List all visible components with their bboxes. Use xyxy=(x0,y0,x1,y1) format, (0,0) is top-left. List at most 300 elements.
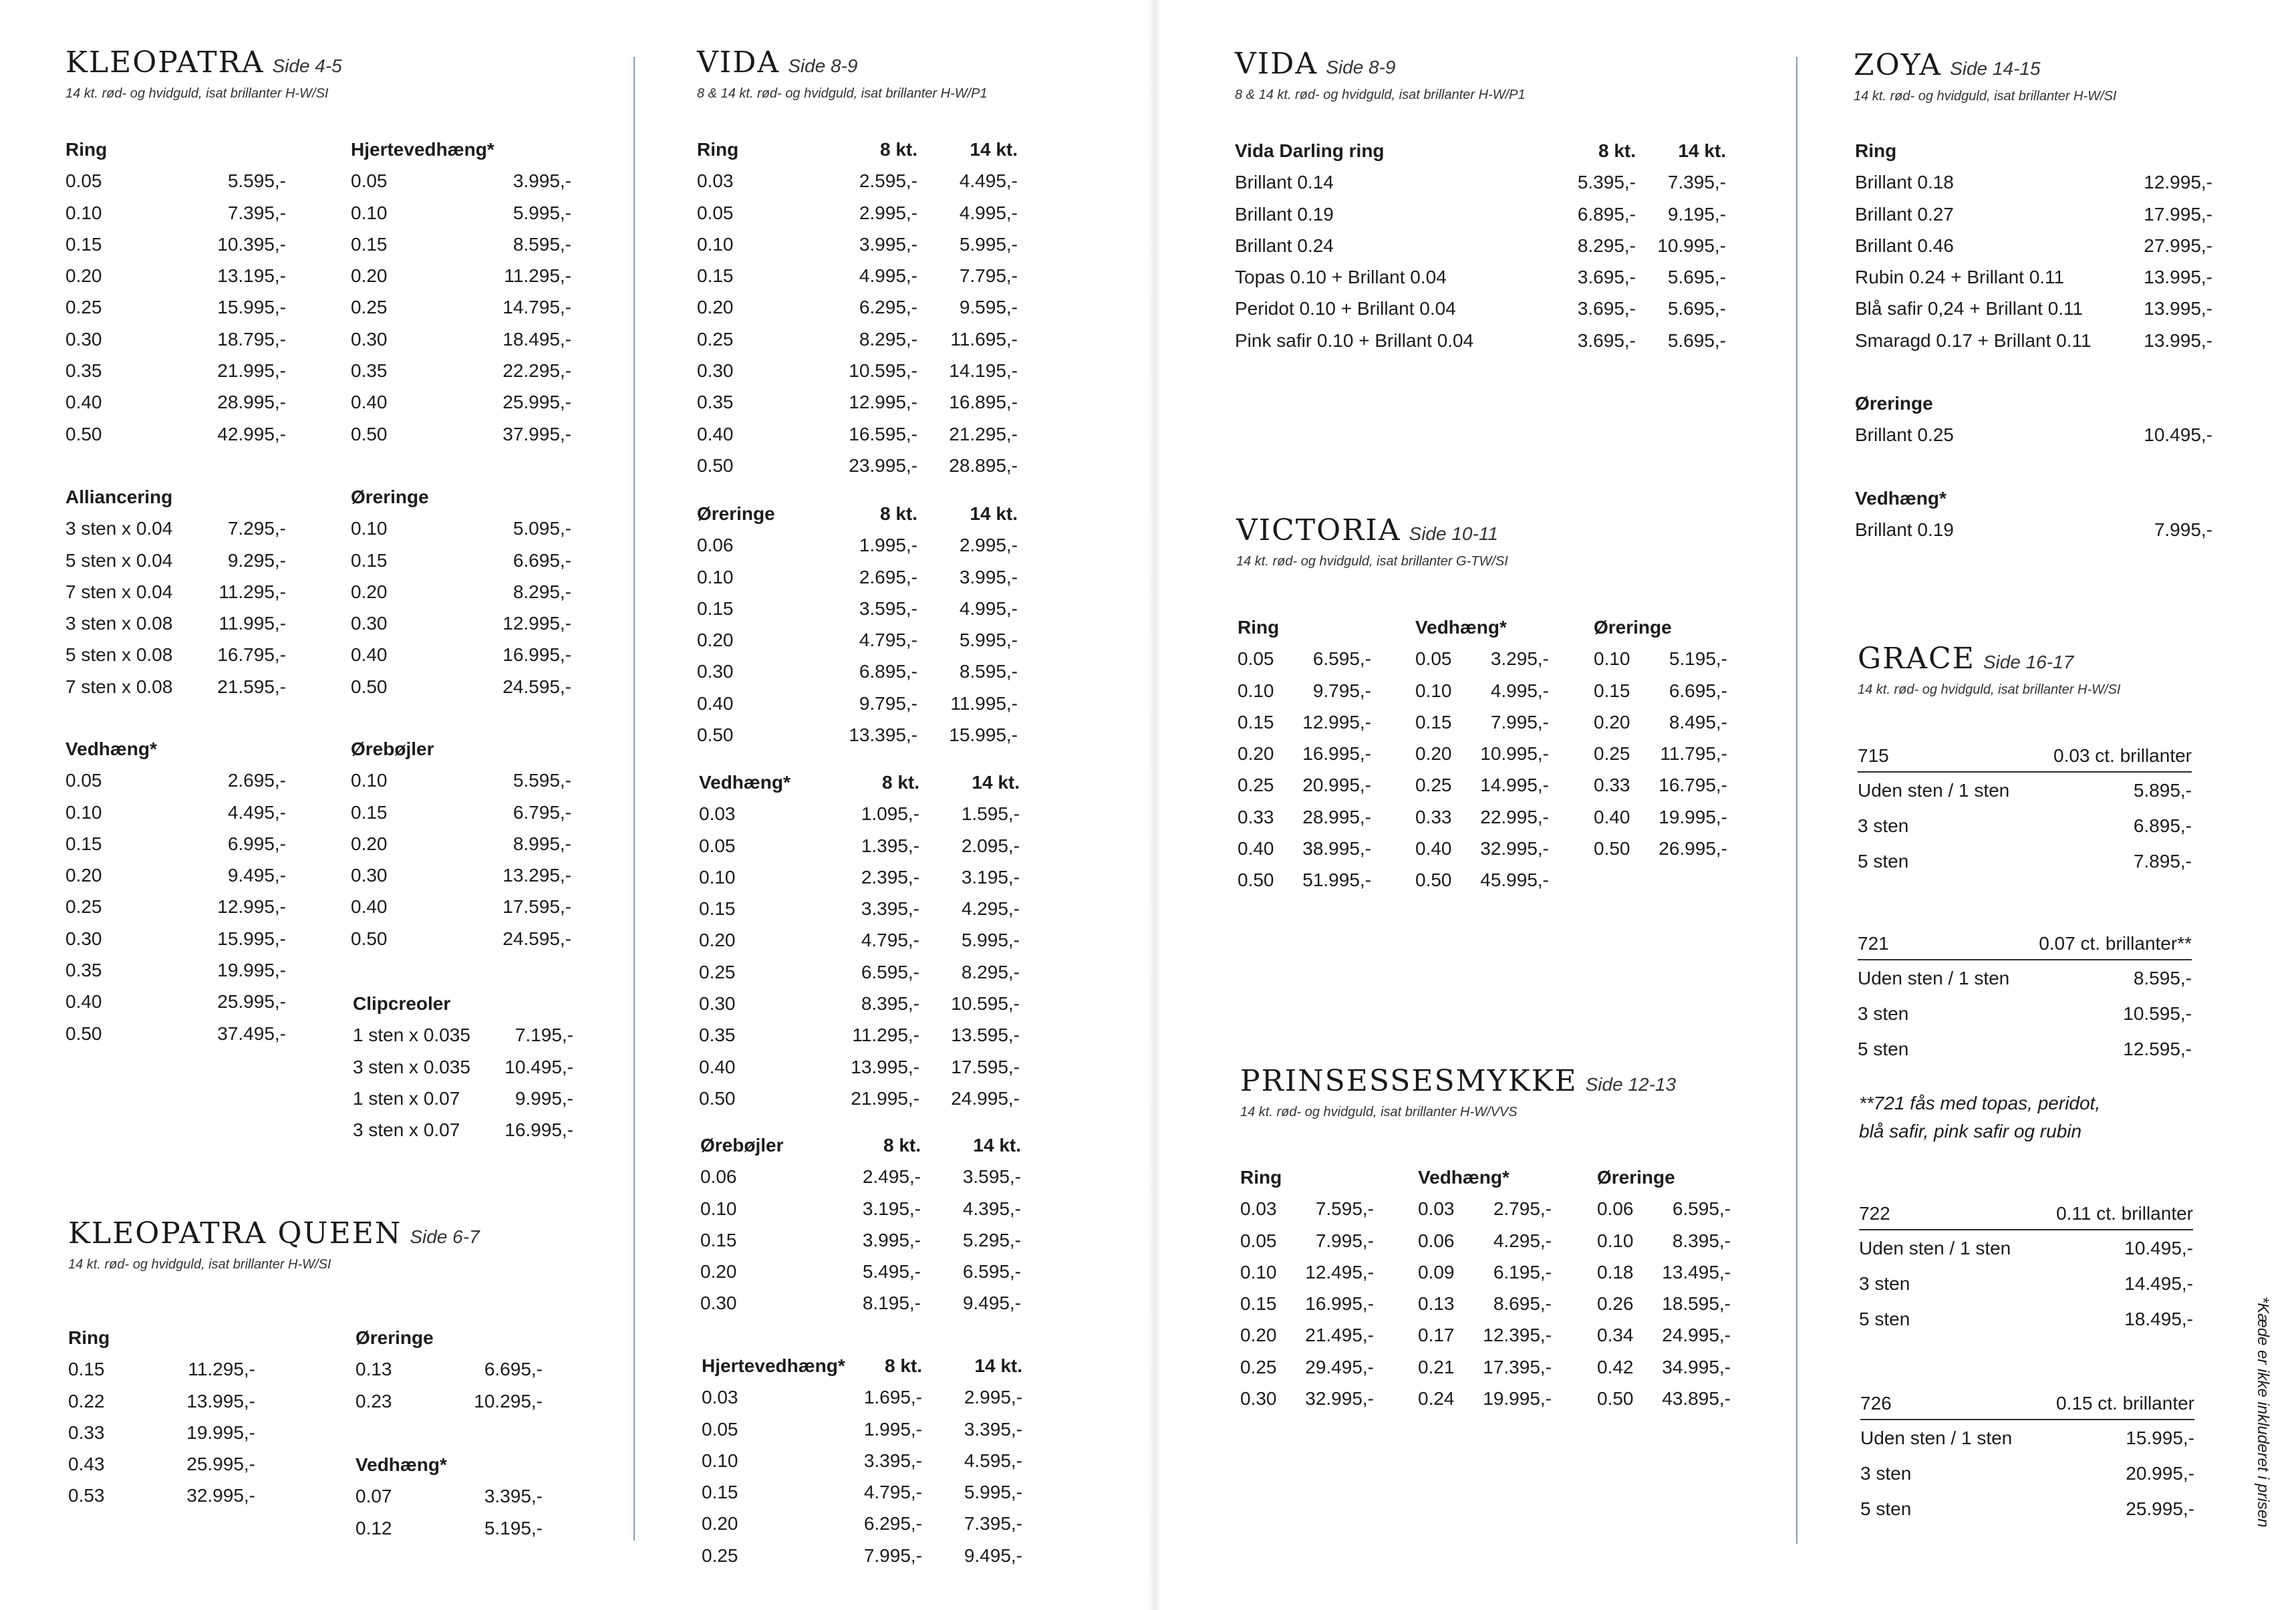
item-label: 0.40 xyxy=(1594,806,1630,827)
victoria-vedhaeng-table xyxy=(1415,612,1549,896)
item-label: 0.20 xyxy=(1415,743,1452,765)
column-label: Øreringe xyxy=(1597,1167,1675,1188)
price: 6.595,- xyxy=(962,1261,1021,1283)
item-label: Blå safir 0,24 + Brillant 0.11 xyxy=(1855,298,2084,319)
price: 10.495,- xyxy=(505,1056,573,1077)
table-row xyxy=(1860,1456,2194,1491)
table-row xyxy=(697,561,1024,593)
price: 11.795,- xyxy=(1660,743,1727,765)
price: 13.495,- xyxy=(1662,1261,1731,1283)
item-label: 0.05 xyxy=(1238,648,1274,670)
table-row xyxy=(1594,706,1727,738)
price: 5.295,- xyxy=(962,1229,1021,1250)
table-header xyxy=(351,134,571,165)
section-title: VIDA Side 8-9 xyxy=(1235,47,1396,81)
item-label: 3 sten xyxy=(1858,1003,1909,1025)
zoya-oreringe-table xyxy=(1855,388,2212,451)
column-label: Ring xyxy=(1238,617,1280,638)
item-label: 0.15 xyxy=(65,833,102,854)
section-subtitle: 14 kt. rød- og hvidguld, isat brillanter H-W/SI xyxy=(1858,682,2121,697)
column-label: Vedhæng* xyxy=(1855,488,1947,509)
table-header xyxy=(68,1322,255,1353)
item-label: 0.03 xyxy=(1418,1198,1455,1220)
table-row xyxy=(697,529,1024,561)
price: 3.695,- xyxy=(1577,267,1636,288)
price: 18.795,- xyxy=(217,328,286,350)
table-row xyxy=(353,1114,573,1146)
item-label: Peridot 0.10 + Brillant 0.04 xyxy=(1235,298,1456,319)
item-label: 0.50 xyxy=(1594,838,1630,859)
item-label: 0.05 xyxy=(697,202,734,223)
item-label: 0.22 xyxy=(68,1390,105,1412)
table-row xyxy=(65,513,286,544)
item-label: 3 sten x 0.08 xyxy=(65,613,173,634)
table-row xyxy=(351,165,571,196)
price: 6.595,- xyxy=(861,961,919,982)
price: 25.995,- xyxy=(217,991,286,1013)
column-label: Hjertevedhæng* xyxy=(702,1355,845,1376)
price: 26.995,- xyxy=(1659,838,1727,859)
price: 3.695,- xyxy=(1577,329,1636,351)
price: 13.995,- xyxy=(851,1056,919,1077)
price: 5.695,- xyxy=(1667,267,1726,288)
item-label: 0.10 xyxy=(1238,680,1274,701)
table-row xyxy=(65,386,286,418)
table-header xyxy=(351,733,571,765)
price: 42.995,- xyxy=(217,423,286,444)
item-label: 0.33 xyxy=(1415,806,1452,827)
item-label: 0.03 xyxy=(697,170,734,192)
price: 8.395,- xyxy=(861,993,919,1015)
item-label: Smaragd 0.17 + Brillant 0.11 xyxy=(1855,329,2092,351)
column-label: Ørebøjler xyxy=(351,739,434,759)
item-label: 0.10 xyxy=(699,866,736,888)
price: 27.995,- xyxy=(2144,235,2212,256)
table-row xyxy=(1597,1383,1731,1414)
price: 34.995,- xyxy=(1662,1356,1731,1377)
table-row xyxy=(702,1414,1029,1445)
item-label: 0.50 xyxy=(1238,869,1274,891)
price: 1.995,- xyxy=(863,1418,922,1440)
table-row xyxy=(702,1381,1029,1413)
section-title: VIDA Side 8-9 xyxy=(697,45,858,80)
item-label: Topas 0.10 + Brillant 0.04 xyxy=(1235,267,1447,288)
table-row xyxy=(1855,261,2212,293)
item-label: 0.20 xyxy=(1238,743,1274,765)
section-title: GRACE Side 16-17 xyxy=(1858,642,2074,676)
vida-hjertevedhaeng-table xyxy=(702,1350,1029,1571)
price: 12.995,- xyxy=(217,896,286,918)
table-row xyxy=(355,1480,543,1512)
item-label: 0.20 xyxy=(1594,711,1630,732)
item-label: 0.10 xyxy=(1240,1261,1277,1283)
zoya-ring-table xyxy=(1855,135,2212,356)
item-label: 0.50 xyxy=(697,724,734,746)
price: 5.095,- xyxy=(513,518,571,539)
table-header xyxy=(355,1449,543,1480)
item-label: 0.09 xyxy=(1418,1261,1455,1283)
item-label: 0.25 xyxy=(1240,1356,1277,1377)
price: 5.495,- xyxy=(862,1261,921,1283)
item-label: 0.20 xyxy=(351,265,388,287)
item-label: 0.20 xyxy=(65,865,102,886)
table-row xyxy=(68,1385,255,1417)
price: 21.495,- xyxy=(1305,1325,1374,1346)
table-row xyxy=(700,1193,1028,1224)
item-label: 0.33 xyxy=(1238,806,1274,827)
table-row xyxy=(702,1445,1029,1476)
table-row xyxy=(65,323,286,355)
price: 25.995,- xyxy=(2126,1498,2194,1520)
price: 11.995,- xyxy=(219,613,286,634)
price: 3.395,- xyxy=(861,898,919,920)
price: 37.495,- xyxy=(217,1023,286,1044)
table-row xyxy=(700,1287,1028,1319)
price: 11.295,- xyxy=(852,1025,919,1046)
table-row xyxy=(351,923,571,954)
price: 24.595,- xyxy=(503,676,571,697)
column-label: Vedhæng* xyxy=(1418,1167,1510,1188)
table-row xyxy=(1240,1351,1374,1383)
price: 3.395,- xyxy=(964,1418,1022,1440)
price: 21.995,- xyxy=(217,360,286,382)
price: 6.295,- xyxy=(859,297,917,318)
table-row xyxy=(699,861,1026,893)
price: 5.995,- xyxy=(959,630,1018,651)
price: 12.995,- xyxy=(1302,711,1371,732)
price: 12.995,- xyxy=(849,392,917,413)
price: 5.595,- xyxy=(513,770,571,791)
price: 20.995,- xyxy=(2126,1463,2194,1484)
item-label: 0.06 xyxy=(1418,1230,1455,1251)
item-label: 0.40 xyxy=(1238,838,1274,859)
price: 6.895,- xyxy=(2133,815,2192,837)
item-label: 0.34 xyxy=(1597,1325,1634,1346)
item-label: Rubin 0.24 + Brillant 0.11 xyxy=(1855,267,2065,288)
price: 17.395,- xyxy=(1483,1356,1552,1377)
price: 16.795,- xyxy=(217,644,286,666)
table-row xyxy=(1594,643,1727,674)
model-description: 0.11 ct. brillanter xyxy=(2056,1203,2193,1224)
price: 13.295,- xyxy=(503,865,571,886)
table-row xyxy=(1594,801,1727,833)
item-label: 0.35 xyxy=(65,360,102,382)
price: 13.995,- xyxy=(2144,329,2212,351)
table-header xyxy=(1597,1162,1731,1193)
column-label: Øreringe xyxy=(355,1327,434,1348)
table-row xyxy=(351,229,571,260)
table-row xyxy=(351,797,571,828)
price: 2.795,- xyxy=(1493,1198,1552,1220)
column-label: Hjertevedhæng* xyxy=(351,139,494,160)
table-row xyxy=(1597,1319,1731,1351)
table-row xyxy=(351,291,571,323)
price: 15.995,- xyxy=(949,724,1018,746)
price: 8.595,- xyxy=(959,661,1018,682)
item-label: 0.10 xyxy=(1594,648,1630,670)
item-label: 5 sten xyxy=(1860,1498,1912,1520)
prinsessesmykke-oreringe-table xyxy=(1597,1162,1731,1414)
table-row xyxy=(65,291,286,323)
item-label: 0.05 xyxy=(702,1418,738,1440)
item-label: 0.05 xyxy=(65,770,102,791)
item-label: 0.20 xyxy=(697,297,734,318)
price: 6.995,- xyxy=(227,833,286,854)
item-label: 0.50 xyxy=(351,676,388,697)
price: 3.195,- xyxy=(862,1198,921,1219)
column-label: Øreringe xyxy=(1855,393,1933,414)
price: 8.695,- xyxy=(1493,1293,1552,1315)
item-label: 1 sten x 0.07 xyxy=(353,1087,460,1109)
table-row xyxy=(351,608,571,639)
price: 5.995,- xyxy=(959,233,1018,255)
vida-darling-ring-table xyxy=(1235,135,1729,356)
price: 18.495,- xyxy=(503,328,571,350)
table-row xyxy=(355,1512,543,1544)
price: 18.595,- xyxy=(1662,1293,1731,1315)
table-row xyxy=(1240,1225,1374,1256)
item-label: 0.20 xyxy=(699,930,736,951)
price: 24.995,- xyxy=(1662,1325,1731,1346)
kleopatra-orebojler-table xyxy=(351,733,571,954)
grace-footnote xyxy=(1859,1089,2100,1146)
item-label: 0.03 xyxy=(699,803,736,825)
table-row xyxy=(1597,1193,1731,1224)
item-label: 5 sten x 0.04 xyxy=(65,549,173,571)
table-row xyxy=(1597,1256,1731,1288)
price: 8.995,- xyxy=(513,833,571,854)
table-row xyxy=(68,1448,255,1480)
column-label: Clipcreoler xyxy=(353,993,451,1014)
table-row xyxy=(1238,833,1371,864)
table-header xyxy=(1235,135,1729,166)
item-label: 0.20 xyxy=(702,1513,738,1534)
item-label: 0.25 xyxy=(697,328,734,350)
price: 11.695,- xyxy=(950,328,1018,350)
table-row xyxy=(65,671,286,702)
price: 7.295,- xyxy=(227,518,286,539)
model-header xyxy=(1859,1198,2193,1230)
kleopatra-vedhaeng-table xyxy=(65,733,286,1049)
price: 5.195,- xyxy=(1669,648,1727,670)
queen-oreringe-table xyxy=(355,1322,543,1417)
item-label: 0.25 xyxy=(1238,775,1274,796)
price: 16.995,- xyxy=(1305,1293,1374,1315)
zoya-heading xyxy=(1854,48,2116,104)
table-row xyxy=(699,956,1026,988)
column-label: Ring xyxy=(1240,1167,1282,1188)
price: 16.995,- xyxy=(505,1119,573,1141)
model-number: 715 xyxy=(1858,745,1889,766)
item-label: Uden sten / 1 sten xyxy=(1858,780,2010,801)
item-label: 0.25 xyxy=(699,961,736,982)
item-label: 0.21 xyxy=(1418,1356,1455,1377)
price: 2.395,- xyxy=(861,866,919,888)
item-label: 0.30 xyxy=(697,661,734,682)
price: 32.995,- xyxy=(186,1485,255,1506)
price: 16.795,- xyxy=(1659,775,1727,796)
kleopatra-queen-heading xyxy=(68,1216,480,1272)
column-label: 14 kt. xyxy=(973,1135,1021,1156)
item-label: 0.15 xyxy=(699,898,736,920)
price: 13.395,- xyxy=(849,724,917,746)
table-row xyxy=(1858,996,2192,1031)
price: 2.695,- xyxy=(859,566,917,587)
item-label: 0.35 xyxy=(699,1025,736,1046)
item-label: 0.10 xyxy=(697,566,734,587)
item-label: Uden sten / 1 sten xyxy=(1860,1428,2013,1449)
table-row xyxy=(351,828,571,859)
item-label: 0.05 xyxy=(1415,648,1452,670)
price: 5.995,- xyxy=(964,1482,1022,1503)
footnote-line: blå safir, pink safir og rubin xyxy=(1859,1121,2082,1142)
table-row xyxy=(702,1508,1029,1539)
table-row xyxy=(65,891,286,922)
table-row xyxy=(1594,738,1727,769)
price: 6.695,- xyxy=(1669,680,1727,701)
column-label: 8 kt. xyxy=(883,1135,921,1156)
item-label: 0.20 xyxy=(351,581,388,602)
price: 9.195,- xyxy=(1667,203,1726,225)
chain-not-included-note: *Kæde er ikke inkluderet i prisen xyxy=(2254,1297,2272,1528)
section-subtitle: 14 kt. rød- og hvidguld, isat brillanter H-W/SI xyxy=(1854,89,2117,104)
table-row xyxy=(1415,643,1549,674)
item-label: 0.30 xyxy=(65,928,102,949)
price: 17.595,- xyxy=(503,896,571,918)
price: 17.995,- xyxy=(2144,203,2212,225)
item-label: 0.50 xyxy=(351,423,388,444)
price: 13.195,- xyxy=(217,265,286,287)
price: 15.995,- xyxy=(217,297,286,318)
model-header xyxy=(1858,928,2192,960)
table-row xyxy=(351,765,571,796)
price: 5.195,- xyxy=(484,1517,543,1538)
table-header xyxy=(1594,612,1727,643)
item-label: 0.07 xyxy=(355,1486,392,1507)
table-header xyxy=(65,134,286,165)
price: 8.295,- xyxy=(859,328,917,350)
table-row xyxy=(1594,833,1727,864)
table-row xyxy=(697,656,1024,687)
item-label: 0.05 xyxy=(65,170,102,192)
table-row xyxy=(1235,166,1729,198)
item-label: 0.40 xyxy=(697,423,734,444)
price: 3.295,- xyxy=(1490,648,1549,670)
price: 10.595,- xyxy=(849,360,917,382)
table-row xyxy=(1418,1288,1552,1319)
table-row xyxy=(1855,325,2212,356)
price: 2.495,- xyxy=(862,1166,921,1188)
footnote-line: **721 fås med topas, peridot, xyxy=(1859,1093,2101,1113)
item-label: 0.15 xyxy=(1415,711,1452,732)
price: 6.195,- xyxy=(1493,1261,1552,1283)
price: 6.695,- xyxy=(484,1359,543,1380)
table-row xyxy=(697,291,1024,323)
price: 21.295,- xyxy=(949,423,1018,444)
price: 13.595,- xyxy=(951,1025,1020,1046)
price: 24.595,- xyxy=(503,928,571,949)
item-label: 0.50 xyxy=(65,423,102,444)
item-label: 0.50 xyxy=(697,454,734,476)
table-row xyxy=(65,954,286,986)
item-label: 0.30 xyxy=(697,360,734,382)
price: 16.995,- xyxy=(503,644,571,666)
vida-darling-heading xyxy=(1235,47,1526,103)
table-row xyxy=(700,1224,1028,1256)
item-label: 0.50 xyxy=(1415,869,1452,891)
price: 14.195,- xyxy=(949,360,1018,382)
price: 8.295,- xyxy=(513,581,571,602)
section-title: PRINSESSESMYKKE Side 12-13 xyxy=(1240,1064,1677,1098)
price: 9.495,- xyxy=(964,1545,1022,1566)
price: 18.495,- xyxy=(2124,1309,2193,1330)
item-label: 0.10 xyxy=(700,1198,737,1219)
table-header xyxy=(1240,1162,1374,1193)
table-row xyxy=(1418,1225,1552,1256)
table-header xyxy=(1855,388,2212,419)
price: 45.995,- xyxy=(1480,869,1549,891)
item-label: 0.30 xyxy=(351,328,388,350)
price: 19.995,- xyxy=(217,960,286,981)
price: 2.995,- xyxy=(859,202,917,223)
item-label: 0.25 xyxy=(65,297,102,318)
item-label: 0.15 xyxy=(1238,711,1274,732)
table-header xyxy=(1238,612,1371,643)
item-label: 0.33 xyxy=(68,1422,105,1443)
price: 43.895,- xyxy=(1662,1388,1731,1410)
item-label: 0.10 xyxy=(697,233,734,255)
price: 10.395,- xyxy=(217,233,286,255)
item-label: 5 sten xyxy=(1858,851,1909,872)
price: 9.495,- xyxy=(962,1293,1021,1314)
table-row xyxy=(1858,808,2192,843)
price: 13.995,- xyxy=(2144,267,2212,288)
price: 10.595,- xyxy=(951,993,1020,1015)
table-row xyxy=(1859,1266,2193,1301)
price: 7.995,- xyxy=(863,1545,922,1566)
table-row xyxy=(1594,675,1727,706)
victoria-ring-table xyxy=(1238,612,1371,896)
price: 7.795,- xyxy=(959,265,1018,287)
grace-715-table xyxy=(1858,740,2192,879)
column-label: 14 kt. xyxy=(970,139,1018,160)
price: 3.195,- xyxy=(961,866,1020,888)
price: 51.995,- xyxy=(1302,869,1371,891)
table-row xyxy=(65,229,286,260)
price: 4.495,- xyxy=(959,170,1018,192)
table-header xyxy=(351,481,571,513)
table-row xyxy=(699,924,1026,956)
table-row xyxy=(1418,1383,1552,1414)
price: 10.595,- xyxy=(2123,1003,2192,1025)
table-row xyxy=(351,576,571,608)
price: 7.895,- xyxy=(2133,851,2192,872)
table-row xyxy=(697,165,1024,196)
item-label: 0.25 xyxy=(702,1545,738,1566)
item-label: 1 sten x 0.035 xyxy=(353,1025,470,1046)
price: 23.995,- xyxy=(849,454,917,476)
price: 21.595,- xyxy=(217,676,286,697)
table-row xyxy=(1235,293,1729,324)
price: 4.795,- xyxy=(861,930,919,951)
item-label: 3 sten x 0.04 xyxy=(65,518,173,539)
item-label: 0.10 xyxy=(1597,1230,1634,1251)
price: 3.995,- xyxy=(959,566,1018,587)
price: 38.995,- xyxy=(1302,838,1371,859)
price: 13.995,- xyxy=(186,1390,255,1412)
table-row xyxy=(1238,801,1371,833)
model-number: 721 xyxy=(1858,933,1889,954)
